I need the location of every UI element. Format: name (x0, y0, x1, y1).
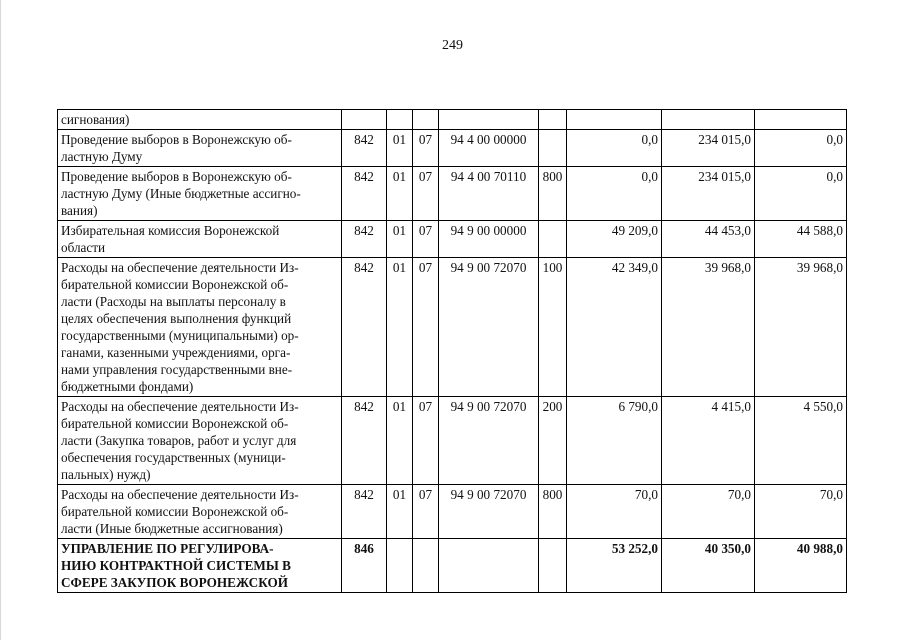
amount-year3-cell: 4 550,0 (755, 397, 847, 485)
row-name-line: НИЮ КОНТРАКТНОЙ СИСТЕМЫ В (61, 558, 291, 573)
row-name-line: сигнования) (61, 112, 130, 127)
row-name-line: нами управления государственными вне- (61, 362, 293, 377)
amount-year1-cell: 70,0 (567, 485, 662, 539)
admin-code-cell: 842 (342, 167, 387, 221)
row-name-line: ластную Думу (Иные бюджетные ассигно- (61, 186, 301, 201)
amount-year3-cell: 70,0 (755, 485, 847, 539)
row-name-line: обеспечения государственных (муници- (61, 450, 286, 465)
row-name-line: целях обеспечения выполнения функций (61, 311, 292, 326)
subsection-code-cell: 07 (413, 397, 439, 485)
amount-year1-cell: 0,0 (567, 130, 662, 167)
amount-year2-cell: 4 415,0 (662, 397, 755, 485)
expense-type-cell (539, 221, 567, 258)
row-name-cell (58, 110, 342, 130)
table-body (58, 110, 847, 593)
amount-year3-cell: 40 988,0 (755, 539, 847, 593)
section-code-cell: 01 (387, 485, 413, 539)
row-name-cell (58, 397, 342, 485)
section-code-cell (387, 110, 413, 130)
row-name-line: УПРАВЛЕНИЕ ПО РЕГУЛИРОВА- (61, 541, 274, 556)
table-row (58, 539, 847, 593)
admin-code-cell: 842 (342, 130, 387, 167)
admin-code-cell: 842 (342, 397, 387, 485)
subsection-code-cell (413, 539, 439, 593)
subsection-code-cell: 07 (413, 221, 439, 258)
section-code-cell (387, 539, 413, 593)
amount-year2-cell: 44 453,0 (662, 221, 755, 258)
row-name-cell (58, 258, 342, 397)
table-row (58, 258, 847, 397)
amount-year2-cell: 234 015,0 (662, 167, 755, 221)
row-name-line: бюджетными фондами) (61, 379, 194, 394)
expense-type-cell (539, 110, 567, 130)
amount-year2-cell: 234 015,0 (662, 130, 755, 167)
amount-year3-cell: 0,0 (755, 167, 847, 221)
target-article-cell: 94 9 00 72070 (439, 258, 539, 397)
expense-type-cell (539, 130, 567, 167)
target-article-cell (439, 110, 539, 130)
subsection-code-cell: 07 (413, 167, 439, 221)
row-name-cell (58, 485, 342, 539)
row-name-line: Расходы на обеспечение деятельности Из- (61, 260, 299, 275)
amount-year1-cell: 42 349,0 (567, 258, 662, 397)
expense-type-cell: 800 (539, 485, 567, 539)
page-number: 249 (442, 38, 463, 53)
section-code-cell: 01 (387, 167, 413, 221)
amount-year1-cell (567, 110, 662, 130)
row-name-line: пальных) нужд) (61, 467, 151, 482)
section-code-cell: 01 (387, 397, 413, 485)
row-name-line: бирательной комиссии Воронежской об- (61, 504, 289, 519)
section-code-cell: 01 (387, 221, 413, 258)
subsection-code-cell: 07 (413, 485, 439, 539)
row-name-line: ласти (Расходы на выплаты персоналу в (61, 294, 286, 309)
table-row (58, 485, 847, 539)
amount-year2-cell: 40 350,0 (662, 539, 755, 593)
row-name-line: бирательной комиссии Воронежской об- (61, 277, 289, 292)
target-article-cell: 94 4 00 00000 (439, 130, 539, 167)
target-article-cell: 94 9 00 72070 (439, 485, 539, 539)
budget-table (57, 109, 847, 593)
admin-code-cell: 842 (342, 221, 387, 258)
row-name-line: Расходы на обеспечение деятельности Из- (61, 399, 299, 414)
target-article-cell: 94 9 00 00000 (439, 221, 539, 258)
table-row (58, 110, 847, 130)
expense-type-cell (539, 539, 567, 593)
admin-code-cell: 842 (342, 258, 387, 397)
amount-year2-cell: 70,0 (662, 485, 755, 539)
amount-year3-cell: 44 588,0 (755, 221, 847, 258)
amount-year3-cell (755, 110, 847, 130)
row-name-line: государственными (муниципальными) ор- (61, 328, 299, 343)
subsection-code-cell: 07 (413, 130, 439, 167)
table-row (58, 221, 847, 258)
amount-year3-cell: 39 968,0 (755, 258, 847, 397)
row-name-line: ганами, казенными учреждениями, орга- (61, 345, 291, 360)
row-name-cell (58, 221, 342, 258)
subsection-code-cell (413, 110, 439, 130)
admin-code-cell (342, 110, 387, 130)
expense-type-cell: 800 (539, 167, 567, 221)
row-name-cell (58, 539, 342, 593)
table-row (58, 167, 847, 221)
row-name-cell (58, 130, 342, 167)
amount-year1-cell: 6 790,0 (567, 397, 662, 485)
target-article-cell: 94 9 00 72070 (439, 397, 539, 485)
section-code-cell: 01 (387, 130, 413, 167)
amount-year2-cell (662, 110, 755, 130)
amount-year2-cell: 39 968,0 (662, 258, 755, 397)
amount-year1-cell: 49 209,0 (567, 221, 662, 258)
row-name-line: Расходы на обеспечение деятельности Из- (61, 487, 299, 502)
expense-type-cell: 200 (539, 397, 567, 485)
page-edge-rule (0, 0, 1, 640)
row-name-line: Проведение выборов в Воронежскую об- (61, 132, 292, 147)
target-article-cell (439, 539, 539, 593)
row-name-line: вания) (61, 203, 98, 218)
row-name-line: СФЕРЕ ЗАКУПОК ВОРОНЕЖСКОЙ (61, 575, 288, 590)
row-name-line: Проведение выборов в Воронежскую об- (61, 169, 292, 184)
subsection-code-cell: 07 (413, 258, 439, 397)
admin-code-cell: 842 (342, 485, 387, 539)
row-name-line: ластную Думу (61, 149, 143, 164)
admin-code-cell: 846 (342, 539, 387, 593)
row-name-line: ласти (Закупка товаров, работ и услуг для (61, 433, 297, 448)
table-row (58, 130, 847, 167)
row-name-line: бирательной комиссии Воронежской об- (61, 416, 289, 431)
row-name-line: ласти (Иные бюджетные ассигнования) (61, 521, 283, 536)
table-row (58, 397, 847, 485)
row-name-cell (58, 167, 342, 221)
expense-type-cell: 100 (539, 258, 567, 397)
row-name-line: области (61, 240, 106, 255)
row-name-line: Избирательная комиссия Воронежской (61, 223, 280, 238)
section-code-cell: 01 (387, 258, 413, 397)
amount-year1-cell: 0,0 (567, 167, 662, 221)
amount-year1-cell: 53 252,0 (567, 539, 662, 593)
target-article-cell: 94 4 00 70110 (439, 167, 539, 221)
amount-year3-cell: 0,0 (755, 130, 847, 167)
